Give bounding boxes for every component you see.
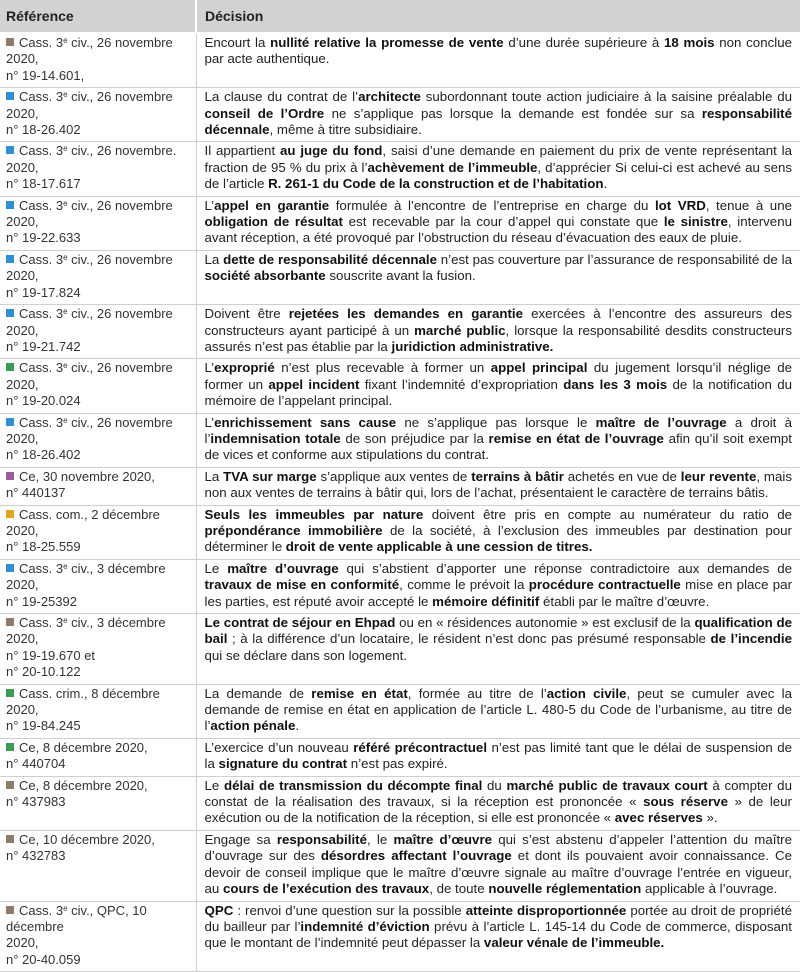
decision-keyword: QPC (204, 902, 234, 918)
decision-cell (196, 830, 800, 901)
decision-text: ou en « résidences autonomie » est exclusif de la (395, 615, 695, 630)
reference-chamber-date: civ., 3 décembre 2020, (6, 615, 166, 647)
table-row (0, 196, 800, 250)
table-row (0, 684, 800, 738)
category-marker-icon (6, 201, 14, 209)
decision-cell (196, 305, 800, 359)
decision-text: achetés en vue de (563, 468, 681, 484)
decision-text: est recevable par la cour d’appel qui constate que (342, 214, 664, 230)
category-marker-icon (6, 38, 14, 46)
decision-text: , mais non aux ventes de terrains à bâtir qui, lors de l’achat, présentaient le caractère de terrains bâtis. (204, 468, 792, 501)
reference-cell (0, 142, 196, 196)
decision-cell (196, 776, 800, 830)
reference-number: n° 19-84.245 (6, 718, 81, 734)
reference-cell (0, 250, 196, 304)
decision-text: n’est pas expiré. (347, 756, 448, 772)
decision-text: s’applique aux ventes de (316, 468, 472, 484)
table-row (0, 359, 800, 413)
reference-number: n° 20-10.122 (6, 664, 81, 680)
category-marker-icon (6, 363, 14, 371)
decision-cell (196, 614, 800, 685)
reference-court: Cass. 3 (19, 902, 64, 918)
table-row (0, 88, 800, 142)
decision-text: portée au droit de propriété du bailleur par l’ (204, 902, 792, 934)
decision-text: à compter du constat de la réalisation des travaux, si la réception est prononcée « (204, 777, 792, 810)
reference-chamber-date: civ., 26 novembre 2020, (6, 251, 173, 284)
reference-court: Cass. 3 (19, 35, 64, 50)
table-row (0, 413, 800, 467)
decision-keyword: obligation de résultat (204, 214, 343, 230)
reference-cell (0, 830, 196, 901)
decision-text: La clause du contrat de l’ (204, 89, 359, 105)
decision-cell (196, 88, 800, 142)
decision-keyword: mémoire définitif (432, 593, 540, 609)
category-marker-icon (6, 835, 14, 843)
table-row (0, 614, 800, 685)
decision-text: ». (702, 810, 718, 826)
decision-text: subordonnant toute action judiciaire à la saisine préalable du (420, 89, 792, 105)
reference-court: Ce, 8 décembre 2020, (19, 739, 148, 755)
table-header-row (0, 0, 800, 33)
decision-keyword: action pénale (210, 718, 296, 734)
reference-number: n° 440704 (6, 756, 66, 772)
decision-keyword: cours de l’exécution des travaux (223, 881, 430, 897)
category-marker-icon (6, 92, 14, 100)
reference-court: Cass. 3 (19, 251, 64, 267)
reference-cell (0, 305, 196, 359)
reference-chamber-date: civ., 3 décembre 2020, (6, 560, 166, 593)
reference-court: Cass. crim., 8 décembre 2020, (6, 685, 160, 718)
reference-number: n° 19-19.670 et (6, 647, 96, 663)
decision-keyword: indemnité d’éviction (300, 918, 430, 934)
decision-keyword: nullité relative la promesse de vente (270, 35, 504, 50)
decision-text: souscrite avant la fusion. (325, 268, 476, 284)
decision-text: a droit à l’ (204, 414, 792, 446)
decision-text: non conclue par acte authentique. (204, 35, 792, 67)
reference-cell (0, 559, 196, 613)
decision-keyword: leur revente (680, 468, 757, 484)
reference-court: Cass. 3 (19, 414, 64, 430)
reference-number: n° 19-20.024 (6, 393, 81, 409)
decision-keyword: au juge du fond (279, 143, 383, 159)
category-marker-icon (6, 255, 14, 263)
decision-keyword: maître d’ouvrage (227, 560, 339, 576)
reference-cell (0, 901, 196, 972)
table-body (0, 33, 800, 972)
decision-column-header: Décision (196, 0, 800, 33)
reference-ordinal: e (63, 616, 68, 625)
reference-number: n° 18-25.559 (6, 539, 81, 555)
reference-ordinal: e (63, 307, 68, 317)
decision-keyword: responsabilité (276, 831, 367, 847)
reference-cell (0, 505, 196, 559)
decision-cell (196, 467, 800, 505)
reference-chamber-date: civ., QPC, 10 décembre (6, 902, 147, 934)
decision-keyword: lot VRD (654, 197, 706, 213)
decision-cell (196, 738, 800, 776)
decision-text: , peut se cumuler avec la demande de remise en état en application de l’article L. 480-5 du Code de l’urbanisme, au titre de l’ (204, 685, 792, 734)
decision-text: L’ (204, 414, 215, 430)
decision-keyword: exproprié (214, 360, 275, 376)
decision-text: afin qu’il soit exempt de vices et conforme aux stipulations du contrat. (204, 430, 792, 463)
decision-text: n’est pas limité tant que le délai de suspension de la (204, 739, 792, 772)
reference-ordinal: e (63, 903, 68, 913)
decision-text: de la société, à l’exclusion des immeubles par destination pour déterminer le (204, 522, 792, 555)
reference-chamber-date: civ., 26 novembre 2020, (6, 89, 173, 121)
reference-number: n° 19-17.824 (6, 284, 81, 300)
decision-keyword: remise en état (311, 685, 408, 701)
decision-keyword: juridiction administrative. (391, 338, 554, 354)
reference-cell (0, 684, 196, 738)
table-row (0, 33, 800, 88)
decision-keyword: indemnisation totale (210, 430, 341, 446)
category-marker-icon (6, 309, 14, 317)
decision-keyword: rejetées les demandes en garantie (288, 306, 524, 322)
reference-ordinal: e (63, 198, 68, 208)
table-row (0, 559, 800, 613)
decision-keyword: Le contrat de séjour en Ehpad (204, 615, 396, 630)
decision-keyword: délai de transmission du décompte final (223, 777, 483, 793)
decision-keyword: appel en garantie (214, 197, 330, 213)
decision-keyword: prépondérance immobilière (204, 522, 383, 538)
reference-ordinal: e (63, 90, 68, 100)
decision-text: , intervenu avant réception, a été provoqué par l’obstruction du réseau d’évacuation des eaux de pluie. (204, 214, 792, 246)
decision-text: , de toute (429, 881, 489, 897)
decision-text: n’est pas couverture par l’assurance de responsabilité de la (436, 251, 792, 267)
reference-court: Cass. 3 (19, 306, 64, 322)
category-marker-icon (6, 472, 14, 480)
table-row (0, 250, 800, 304)
decision-cell (196, 250, 800, 304)
decision-text: qui s’abstient d’apporter une réponse contradictoire aux demandes de (338, 560, 792, 576)
category-marker-icon (6, 564, 14, 572)
reference-cell (0, 413, 196, 467)
reference-column-header: Référence (0, 0, 196, 33)
decision-cell (196, 142, 800, 196)
table-row (0, 830, 800, 901)
decision-text: prévu à l’article L. 145-14 du Code de commerce, disposant que le montant de l’indemnité peut dépasser la (204, 918, 792, 951)
decision-keyword: Seuls les immeubles par nature (204, 506, 424, 522)
decision-cell (196, 196, 800, 250)
reference-court: Cass. 3 (19, 197, 64, 213)
decision-text: L’ (204, 197, 215, 213)
decision-text: Encourt la (204, 35, 271, 50)
reference-number: n° 18-17.617 (6, 176, 81, 192)
decision-text: qui s’est abstenu d’appeler l’attention du maître d’ouvrage sur des (204, 831, 792, 864)
decision-cell (196, 684, 800, 738)
decision-text: L’ (204, 360, 215, 376)
decision-text: établi par le maître d’œuvre. (539, 593, 710, 609)
decision-text: Engage sa (204, 831, 277, 847)
decision-keyword: architecte (358, 89, 421, 105)
decision-text: du (482, 777, 507, 793)
reference-court: Cass. com., 2 décembre 2020, (6, 506, 160, 538)
decision-text: de son préjudice par la (340, 430, 489, 446)
decision-cell (196, 559, 800, 613)
reference-court: Cass. 3 (19, 615, 64, 630)
decision-text: qui se déclare dans son logement. (204, 647, 408, 663)
decision-keyword: remise en état de l’ouvrage (488, 430, 664, 446)
decision-text: n’est plus recevable à former un (274, 360, 491, 376)
decision-text: La (204, 468, 224, 484)
category-marker-icon (6, 510, 14, 518)
category-marker-icon (6, 906, 14, 914)
decision-keyword: travaux de mise en conformité (204, 577, 400, 593)
decision-text: formulée à l’encontre de l’entreprise en charge du (329, 197, 655, 213)
decision-keyword: avec réserves (614, 810, 703, 826)
decision-text: et dont ils pouvaient avoir connaissance. Ce devoir de conseil implique que le maître d’œuvre signale au maître d’ouvrage l’entrée en vigueur, au (204, 848, 792, 897)
decision-text: Il appartient (204, 143, 280, 159)
reference-number: n° 18-26.402 (6, 122, 81, 138)
decision-text: exercées à l’encontre des assureurs des constructeurs ayant participé à un (204, 306, 792, 338)
table-row (0, 505, 800, 559)
decision-keyword: responsabilité décennale (204, 105, 792, 138)
reference-ordinal: e (63, 144, 68, 154)
decision-keyword: marché public de travaux court (506, 777, 708, 793)
reference-cell (0, 614, 196, 685)
category-marker-icon (6, 618, 14, 626)
decision-keyword: terrains à bâtir (471, 468, 564, 484)
decision-keyword: action civile (546, 685, 627, 701)
table-row (0, 776, 800, 830)
decision-keyword: 18 mois (663, 35, 715, 50)
decision-keyword: procédure contractuelle (528, 577, 681, 593)
reference-court: Ce, 8 décembre 2020, (19, 777, 148, 793)
reference-cell (0, 88, 196, 142)
decision-keyword: société absorbante (204, 268, 326, 284)
reference-cell (0, 467, 196, 505)
decision-text: , le (366, 831, 394, 847)
decision-text: ne s’applique pas lorsque le (396, 414, 596, 430)
category-marker-icon (6, 146, 14, 154)
decision-keyword: désordres affectant l’ouvrage (320, 848, 512, 864)
decision-cell (196, 359, 800, 413)
decision-keyword: sous réserve (643, 794, 728, 810)
table-row (0, 142, 800, 196)
decision-text: , formée au titre de l’ (407, 685, 547, 701)
reference-chamber-date: civ., 26 novembre 2020, (6, 360, 173, 392)
decision-keyword: droit de vente applicable à une cession de titres. (285, 539, 593, 555)
reference-cell (0, 359, 196, 413)
reference-cell (0, 738, 196, 776)
decision-keyword: dans les 3 mois (563, 376, 668, 392)
decision-text: . (295, 718, 300, 734)
reference-ordinal: e (63, 252, 68, 262)
decision-text: doivent être pris en compte au numérateur du ratio de (423, 506, 793, 522)
reference-number: n° 440137 (6, 485, 66, 501)
decision-keyword: qualification de bail (204, 615, 792, 647)
decision-keyword: référé précontractuel (353, 739, 488, 755)
decision-keyword: nouvelle réglementation (488, 881, 642, 897)
decision-keyword: atteinte disproportionnée (465, 902, 627, 918)
decision-text: , d’apprécier Si celui-ci est achevé au sens de l’article (204, 159, 793, 192)
decision-keyword: le sinistre (663, 214, 728, 230)
reference-chamber-date: civ., 26 novembre. 2020, (6, 143, 177, 175)
reference-cell (0, 196, 196, 250)
reference-number: n° 19-21.742 (6, 338, 81, 354)
decision-text: La (204, 251, 224, 267)
reference-chamber-date: civ., 26 novembre 2020, (6, 414, 173, 446)
decision-keyword: maître d’œuvre (393, 831, 493, 847)
decision-text: fixant l’indemnité d’expropriation (359, 376, 564, 392)
decision-keyword: TVA sur marge (223, 468, 317, 484)
decision-text: Le (204, 777, 224, 793)
decision-keyword: conseil de l’Ordre (204, 105, 325, 121)
reference-number: n° 20-40.059 (6, 951, 81, 967)
reference-court: Cass. 3 (19, 360, 64, 376)
decision-cell (196, 901, 800, 972)
decision-text: , comme le prévoit la (399, 577, 529, 593)
decision-text: ne s’applique pas lorsque la demande est fondée sur sa (324, 105, 702, 121)
decision-text: L’exercice d’un nouveau (204, 739, 354, 755)
decision-text: ; à la différence d’un locataire, le résident n’est donc pas présumé responsable (227, 631, 711, 647)
reference-court: Ce, 30 novembre 2020, (19, 468, 155, 484)
reference-number: n° 437983 (6, 794, 66, 810)
reference-court: Ce, 10 décembre 2020, (19, 831, 155, 847)
decision-text: , tenue à une (705, 197, 792, 213)
reference-ordinal: e (63, 361, 68, 371)
decision-text: , saisi d’une demande en paiement du prix de vente représentant la fraction de 95 % du prix à l’ (204, 143, 792, 175)
reference-chamber-date: civ., 26 novembre 2020, (6, 306, 173, 338)
reference-number: n° 432783 (6, 848, 66, 864)
decision-text: Le (204, 560, 228, 576)
decision-keyword: marché public (414, 322, 506, 338)
reference-court: Cass. 3 (19, 89, 64, 105)
decision-keyword: signature du contrat (218, 756, 348, 772)
decision-text: du jugement lorsqu’il néglige de former un (204, 360, 793, 392)
table-row (0, 901, 800, 972)
reference-ordinal: e (63, 36, 68, 45)
decision-text: » de leur exécution ou de la notification de la réception, si elle est prononcée « (204, 794, 792, 826)
decision-text: de la notification du mémoire de l’appelant principal. (204, 376, 792, 409)
table-row (0, 305, 800, 359)
decision-cell (196, 413, 800, 467)
category-marker-icon (6, 781, 14, 789)
reference-cell (0, 776, 196, 830)
reference-ordinal: e (63, 561, 68, 571)
reference-chamber-date: civ., 26 novembre 2020, (6, 197, 173, 230)
decision-text: d’une durée supérieure à (503, 35, 664, 50)
reference-number: n° 19-25392 (6, 593, 77, 609)
category-marker-icon (6, 418, 14, 426)
reference-number: 2020, (6, 935, 39, 951)
reference-chamber-date: civ., 26 novembre 2020, (6, 35, 173, 67)
decision-text: La demande de (204, 685, 312, 701)
decision-cell (196, 33, 800, 88)
decision-keyword: dette de responsabilité décennale (223, 251, 437, 267)
decision-keyword: de l’incendie (710, 631, 792, 647)
decision-text: , lorsque la responsabilité desdits constructeurs assurés n’est pas établie par la (204, 322, 792, 354)
category-marker-icon (6, 689, 14, 697)
decision-text: applicable à l’ouvrage. (641, 881, 778, 897)
reference-court: Cass. 3 (19, 143, 64, 159)
category-marker-icon (6, 743, 14, 751)
reference-number: n° 19-22.633 (6, 230, 81, 246)
decision-text: : renvoi d’une question sur la possible (233, 902, 466, 918)
decision-keyword: valeur vénale de l’immeuble. (483, 935, 665, 951)
decision-text: Doivent être (204, 306, 289, 322)
decision-keyword: R. 261-1 du Code de la construction et de l’habitation (268, 176, 604, 192)
decision-keyword: maître de l’ouvrage (595, 414, 727, 430)
decision-keyword: appel principal (490, 360, 588, 376)
decision-keyword: achèvement de l’immeuble (367, 159, 538, 175)
reference-ordinal: e (63, 415, 68, 425)
decision-text: . (603, 176, 608, 192)
decision-text: , même à titre subsidiaire. (269, 122, 422, 138)
reference-number: n° 18-26.402 (6, 447, 81, 463)
decision-keyword: enrichissement sans cause (214, 414, 397, 430)
decision-keyword: appel incident (268, 376, 360, 392)
table-row (0, 467, 800, 505)
reference-cell (0, 33, 196, 88)
reference-court: Cass. 3 (19, 560, 64, 576)
decision-text: mise en place par les parties, est réputé avoir accepté le (204, 577, 793, 609)
reference-number: n° 19-14.601, (6, 67, 85, 83)
decision-cell (196, 505, 800, 559)
table-row (0, 738, 800, 776)
